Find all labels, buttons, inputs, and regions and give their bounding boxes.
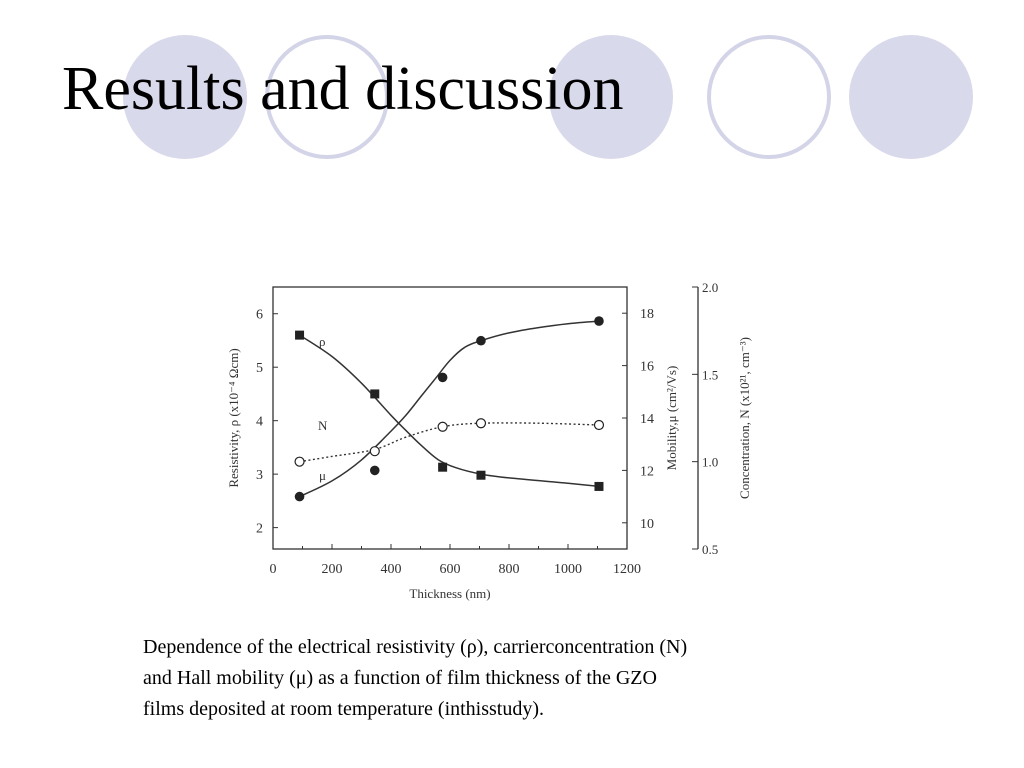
mobility-tick-label: 18 — [640, 307, 654, 323]
mobility-axis-label: Mobility,μ (cm²/Vs) — [664, 365, 679, 471]
x-tick-label: 800 — [498, 562, 520, 577]
data-point-rho — [476, 471, 485, 480]
data-point-n — [438, 422, 447, 431]
mobility-tick-label: 16 — [640, 359, 654, 375]
concentration-axis-label: Concentration, N (x10²¹, cm⁻³) — [737, 337, 752, 499]
data-point-mu — [370, 466, 380, 476]
series-label-n: N — [318, 418, 328, 433]
resistivity-tick-label: 2 — [256, 521, 263, 537]
x-tick-label: 1200 — [613, 562, 641, 577]
data-point-n — [370, 447, 379, 456]
concentration-tick-label: 2.0 — [702, 280, 719, 295]
data-point-rho — [594, 482, 603, 491]
caption-line-1: Dependence of the electrical resistivity (ρ), carrierconcentration (N) — [143, 636, 688, 658]
data-point-n — [476, 419, 485, 428]
series-line-rho — [300, 335, 599, 486]
figure-caption — [143, 632, 863, 725]
resistivity-tick-label: 5 — [256, 361, 263, 377]
x-axis-label: Thickness (nm) — [409, 586, 491, 601]
concentration-tick-label: 0.5 — [702, 542, 719, 557]
concentration-tick-label: 1.5 — [702, 367, 719, 383]
resistivity-tick-label: 4 — [256, 414, 263, 430]
caption-line-3: films deposited at room temperature (inthisstudy). — [143, 698, 545, 720]
x-tick-label: 600 — [439, 562, 461, 577]
x-tick-label: 0 — [269, 562, 277, 577]
series-line-mu — [300, 321, 599, 497]
series-label-rho: ρ — [319, 334, 326, 349]
series-markers — [295, 316, 604, 501]
mobility-tick-label: 10 — [640, 516, 654, 532]
slide-title: Results and discussion — [62, 55, 624, 123]
data-point-mu — [594, 316, 604, 326]
data-point-mu — [438, 373, 448, 383]
resistivity-tick-label: 3 — [256, 468, 263, 484]
concentration-axis-ticks — [692, 280, 718, 557]
data-point-n — [295, 457, 304, 466]
data-point-rho — [370, 389, 379, 398]
data-point-n — [594, 420, 603, 429]
resistivity-tick-label: 6 — [256, 307, 263, 323]
series-line-n — [300, 423, 599, 462]
x-tick-label: 400 — [380, 562, 402, 577]
data-point-mu — [295, 492, 305, 502]
concentration-tick-label: 1.0 — [702, 454, 719, 470]
caption-line-2: and Hall mobility (μ) as a function of film thickness of the GZO — [143, 667, 657, 689]
series-curves — [300, 321, 599, 497]
mobility-tick-label: 12 — [640, 464, 654, 480]
data-point-rho — [295, 331, 304, 340]
data-point-rho — [438, 463, 447, 472]
resistivity-axis-ticks — [256, 308, 278, 537]
data-point-mu — [476, 336, 486, 346]
resistivity-axis-label: Resistivity, ρ (x10⁻⁴ Ωcm) — [226, 348, 241, 488]
x-tick-label: 1000 — [554, 562, 582, 577]
mobility-tick-label: 14 — [640, 412, 654, 427]
series-label-mu: μ — [319, 468, 326, 483]
x-tick-label: 200 — [321, 562, 343, 577]
